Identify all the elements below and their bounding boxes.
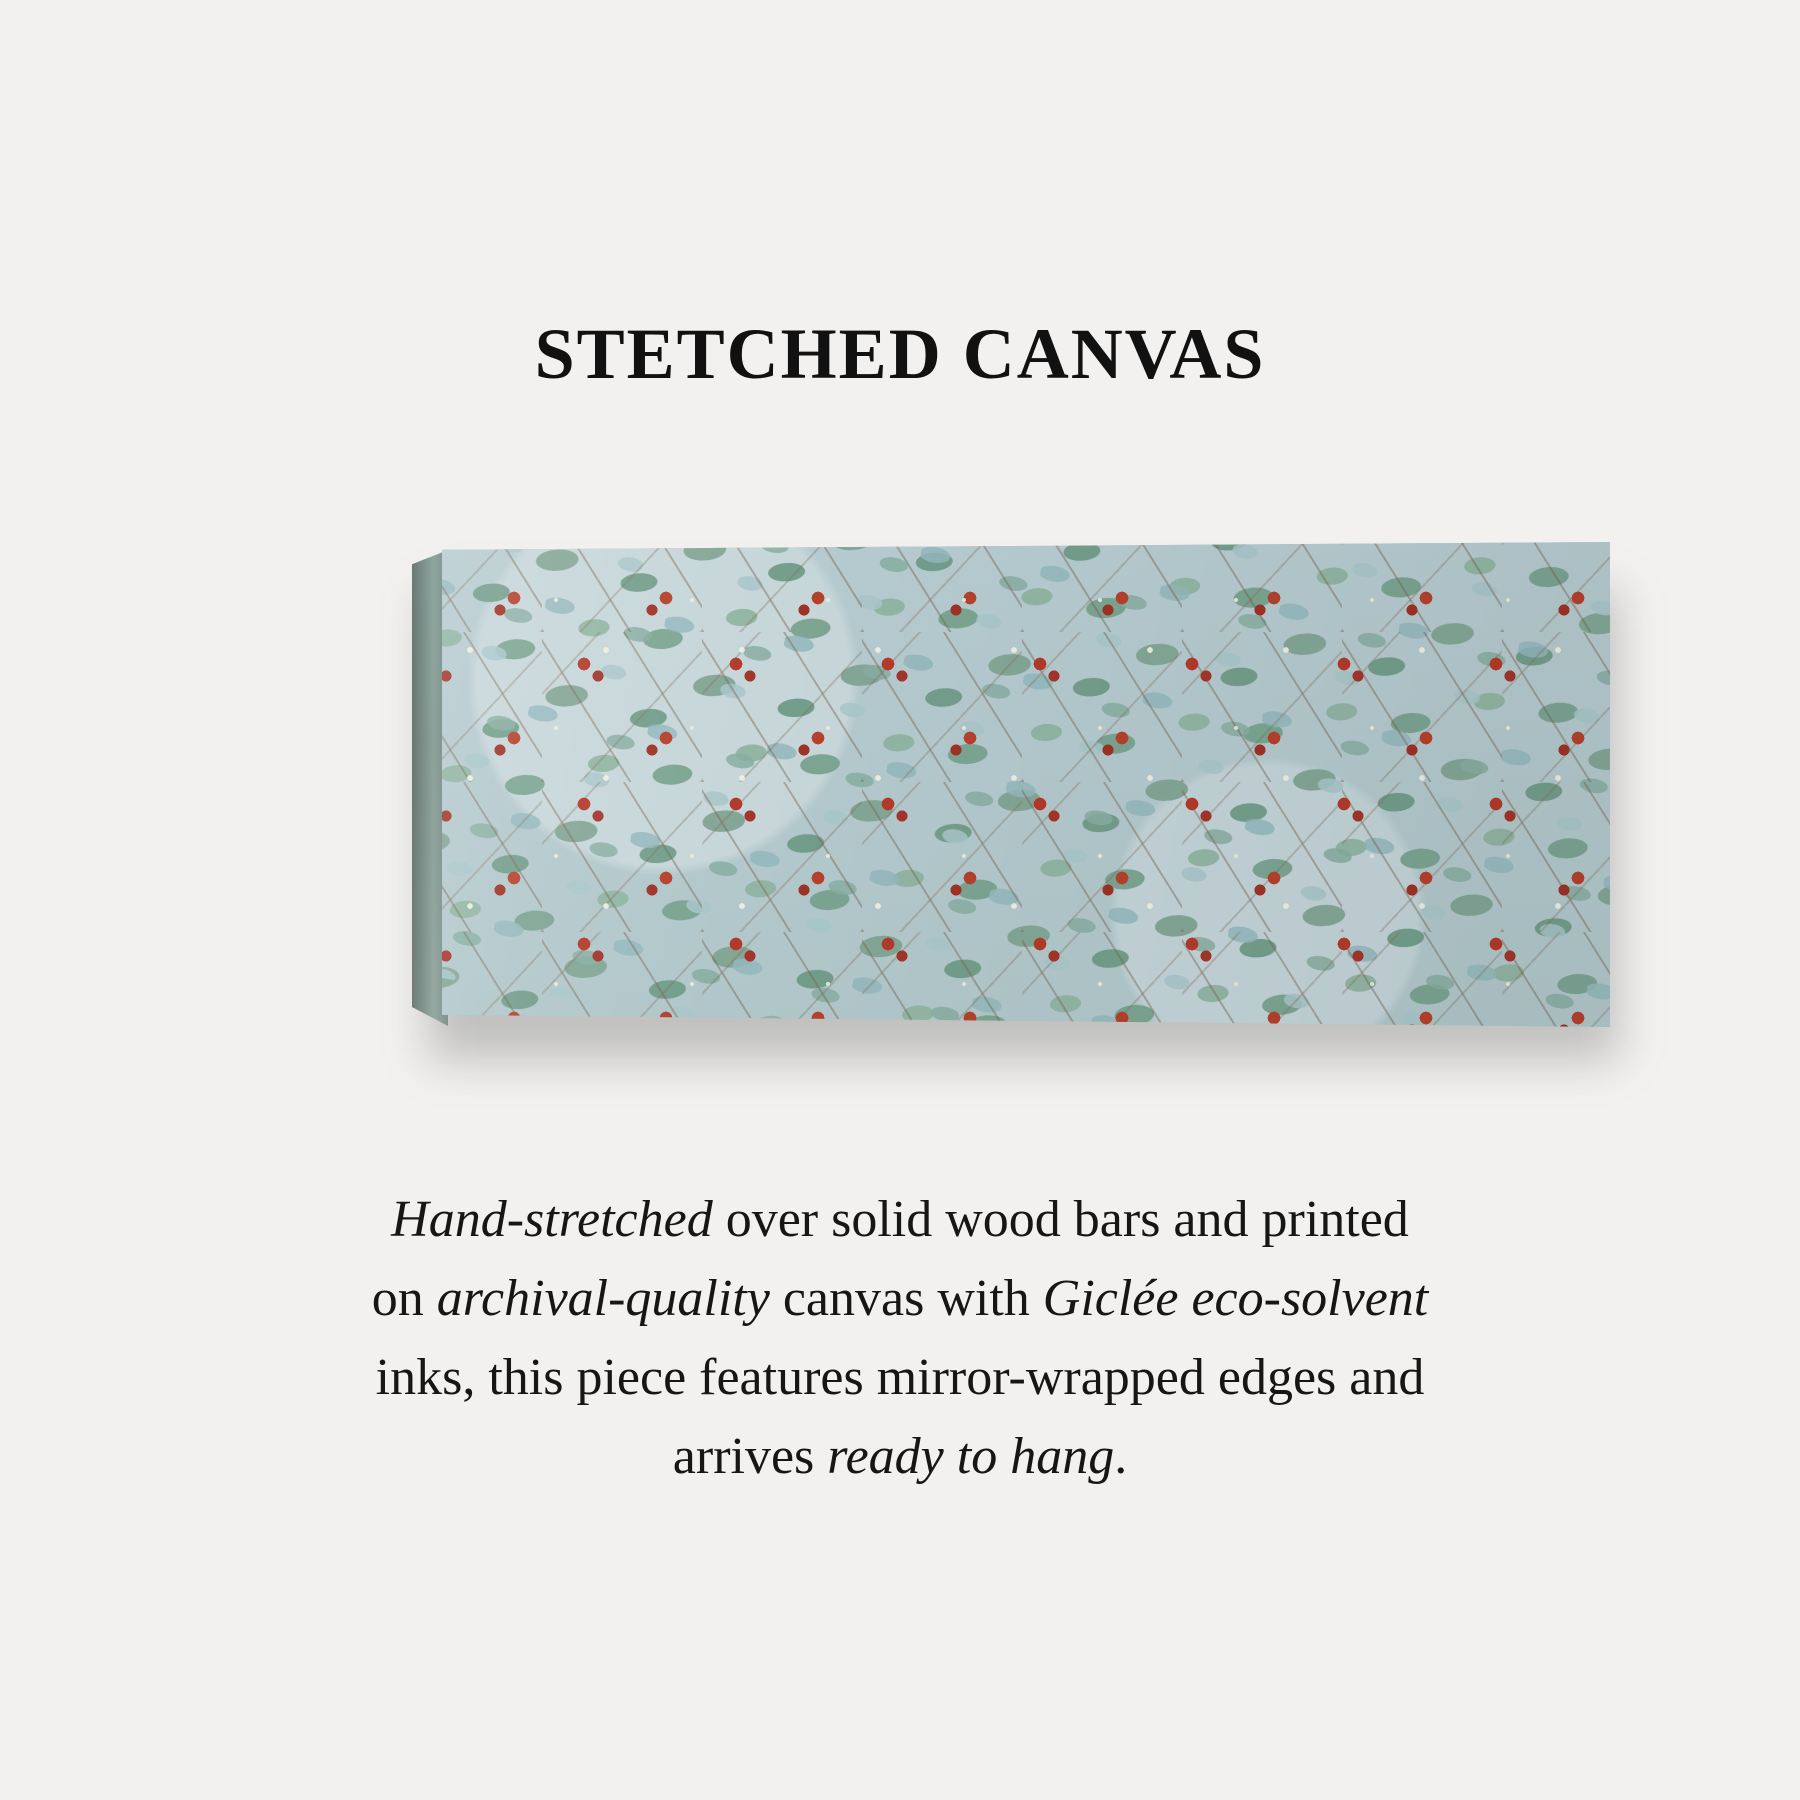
description-line-1 [175, 1180, 1625, 1259]
description-emphasis-ready-to-hang: ready to hang [827, 1428, 1115, 1486]
canvas-mockup [190, 542, 1610, 1062]
description-line-4-post: . [1114, 1428, 1128, 1486]
description-line-4-pre: arrives [672, 1428, 828, 1486]
description-line-3: inks, this piece features mirror-wrapped edges and [375, 1349, 1425, 1407]
product-description [175, 1180, 1625, 1496]
page-title: STETCHED CANVAS [534, 314, 1266, 394]
description-line-1-rest: over solid wood bars and printed [712, 1191, 1409, 1248]
description-line-2-mid: canvas with [769, 1270, 1043, 1328]
description-line-2 [175, 1259, 1625, 1338]
description-emphasis-hand-stretched: Hand-stretched [391, 1191, 713, 1248]
description-emphasis-archival-quality: archival-quality [436, 1270, 770, 1328]
canvas-artwork-face [442, 542, 1610, 1027]
description-emphasis-giclee: Giclée eco-solvent [1042, 1270, 1429, 1328]
description-line-2-pre: on [371, 1270, 437, 1328]
pattern-flowers-layer [442, 542, 1610, 1027]
description-line-4 [175, 1417, 1625, 1496]
